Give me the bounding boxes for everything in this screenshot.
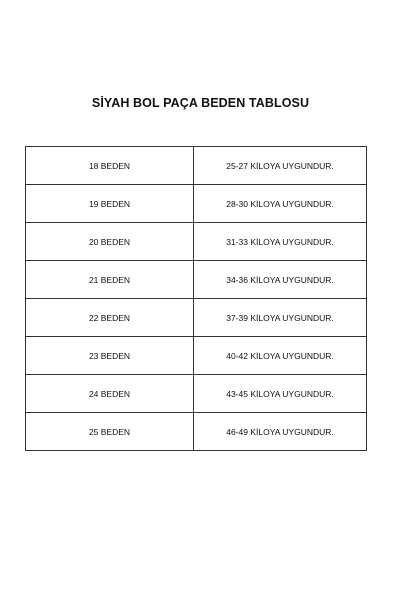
size-chart-table: [25, 146, 367, 451]
table-row: [26, 261, 367, 299]
size-cell: 20 BEDEN: [26, 223, 194, 261]
size-cell: 22 BEDEN: [26, 299, 194, 337]
weight-cell: 28-30 KİLOYA UYGUNDUR.: [194, 185, 367, 223]
weight-cell: 40-42 KİLOYA UYGUNDUR.: [194, 337, 367, 375]
table-row: [26, 147, 367, 185]
weight-cell: 25-27 KİLOYA UYGUNDUR.: [194, 147, 367, 185]
page-title: SİYAH BOL PAÇA BEDEN TABLOSU: [91, 96, 310, 110]
weight-cell: 34-36 KİLOYA UYGUNDUR.: [194, 261, 367, 299]
size-cell: 23 BEDEN: [26, 337, 194, 375]
size-cell: 24 BEDEN: [26, 375, 194, 413]
size-cell: 25 BEDEN: [26, 413, 194, 451]
weight-cell: 37-39 KİLOYA UYGUNDUR.: [194, 299, 367, 337]
size-cell: 21 BEDEN: [26, 261, 194, 299]
weight-cell: 46-49 KİLOYA UYGUNDUR.: [194, 413, 367, 451]
table-row: [26, 413, 367, 451]
size-cell: 19 BEDEN: [26, 185, 194, 223]
table-row: [26, 375, 367, 413]
table-row: [26, 223, 367, 261]
weight-cell: 43-45 KİLOYA UYGUNDUR.: [194, 375, 367, 413]
size-cell: 18 BEDEN: [26, 147, 194, 185]
table-row: [26, 299, 367, 337]
table-row: [26, 185, 367, 223]
weight-cell: 31-33 KİLOYA UYGUNDUR.: [194, 223, 367, 261]
table-row: [26, 337, 367, 375]
